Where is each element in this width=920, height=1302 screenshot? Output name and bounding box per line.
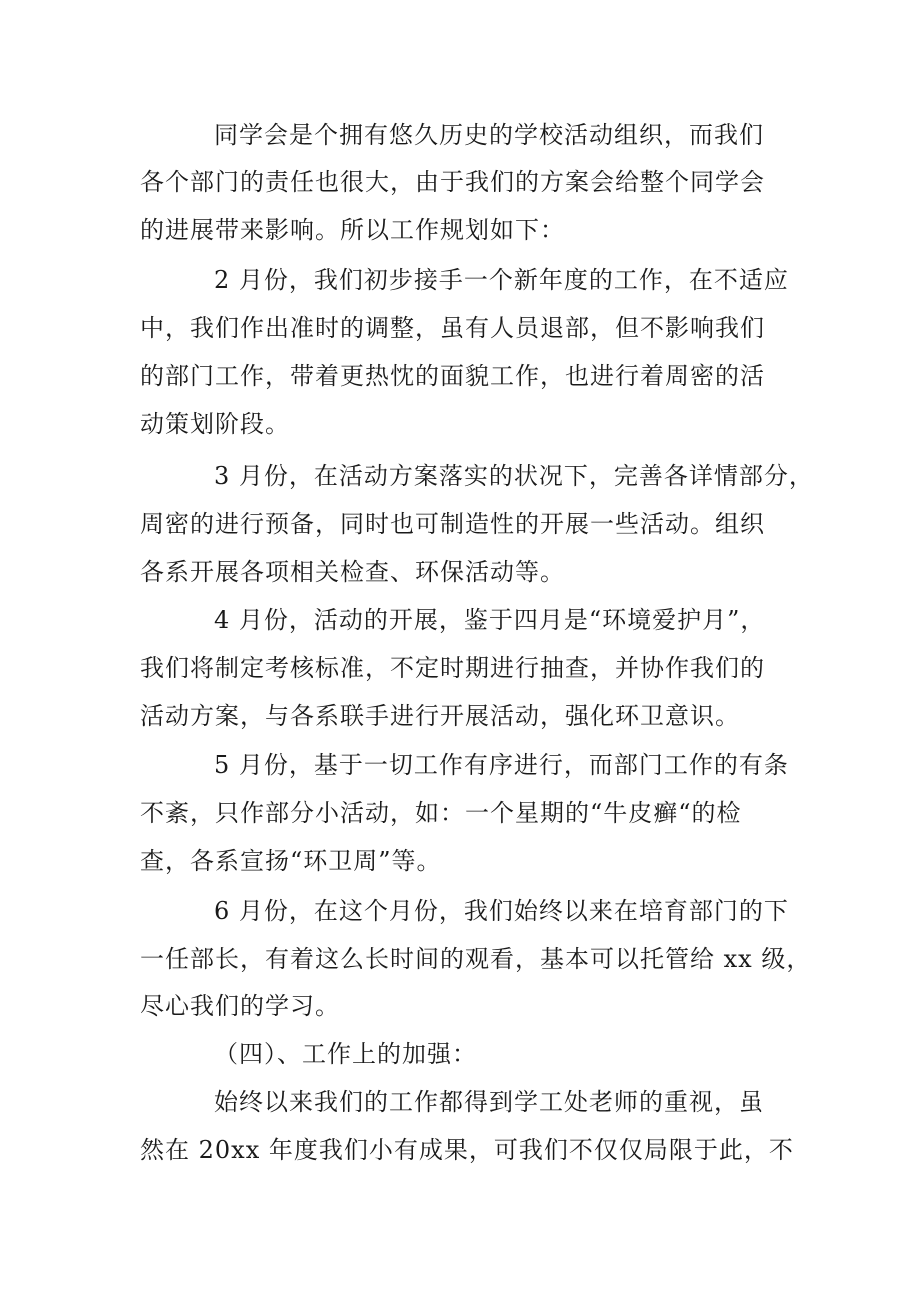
paragraph-1-line-2: 各个部门的责任也很大，由于我们的方案会给整个同学会 xyxy=(140,168,765,196)
paragraph-1-line-3: 的进展带来影响。所以工作规划如下： xyxy=(140,216,565,244)
closing-paragraph-line-2: 然在 20xx 年度我们小有成果，可我们不仅仅局限于此，不 xyxy=(140,1136,794,1164)
paragraph-4-line-3: 活动方案，与各系联手进行开展活动，强化环卫意识。 xyxy=(140,702,740,730)
paragraph-6-line-1: 6 月份，在这个月份，我们始终以来在培育部门的下 xyxy=(214,897,789,925)
paragraph-1-line-1: 同学会是个拥有悠久历史的学校活动组织，而我们 xyxy=(214,121,764,149)
section-heading: （四）、工作上的加强： xyxy=(214,1040,477,1068)
paragraph-4-line-1: 4 月份，活动的开展，鉴于四月是“环境爱护月”， xyxy=(214,606,766,634)
paragraph-2-line-2: 中，我们作出准时的调整，虽有人员退部，但不影响我们 xyxy=(140,314,765,342)
paragraph-3-line-1: 3 月份，在活动方案落实的状况下，完善各详情部分， xyxy=(214,462,814,490)
paragraph-5-line-1: 5 月份，基于一切工作有序进行，而部门工作的有条 xyxy=(214,751,789,779)
paragraph-6-line-3: 尽心我们的学习。 xyxy=(140,992,340,1020)
paragraph-5-line-3: 查，各系宣扬“环卫周”等。 xyxy=(140,847,442,875)
closing-paragraph-line-1: 始终以来我们的工作都得到学工处老师的重视，虽 xyxy=(214,1088,764,1116)
paragraph-2-line-4: 动策划阶段。 xyxy=(140,410,290,438)
paragraph-3-line-2: 周密的进行预备，同时也可制造性的开展一些活动。组织 xyxy=(140,510,765,538)
paragraph-3-line-3: 各系开展各项相关检查、环保活动等。 xyxy=(140,558,565,586)
paragraph-2-line-1: 2 月份，我们初步接手一个新年度的工作，在不适应 xyxy=(214,266,789,294)
paragraph-6-line-2: 一任部长，有着这么长时间的观看，基本可以托管给 xx 级， xyxy=(140,945,812,973)
paragraph-4-line-2: 我们将制定考核标准，不定时期进行抽查，并协作我们的 xyxy=(140,654,765,682)
paragraph-2-line-3: 的部门工作，带着更热忱的面貌工作，也进行着周密的活 xyxy=(140,362,765,390)
paragraph-5-line-2: 不紊，只作部分小活动，如：一个星期的“牛皮癣“的检 xyxy=(140,799,742,827)
